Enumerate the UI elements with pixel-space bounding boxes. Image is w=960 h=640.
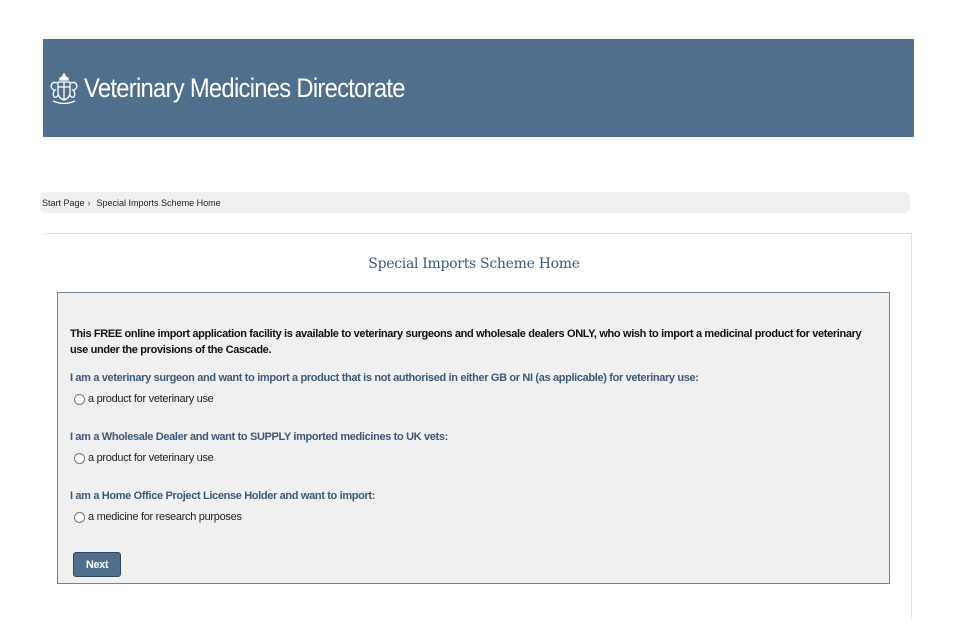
radio-wholesale-dealer-product[interactable]	[74, 453, 85, 464]
question-veterinary-surgeon: I am a veterinary surgeon and want to import a product that is not authorised in either GB or NI (as applicable) for veterinary use:	[70, 372, 699, 384]
page-title: Special Imports Scheme Home	[368, 256, 580, 272]
breadcrumb	[40, 192, 910, 213]
question-home-office-license: I am a Home Office Project License Holder and want to import:	[70, 490, 376, 502]
next-button[interactable]: Next	[73, 552, 121, 577]
radio-vet-surgeon-product[interactable]	[74, 394, 85, 405]
option-vet-surgeon-product[interactable]	[74, 393, 214, 405]
question-wholesale-dealer: I am a Wholesale Dealer and want to SUPPLY imported medicines to UK vets:	[70, 431, 448, 443]
royal-coat-of-arms-icon	[48, 68, 80, 108]
breadcrumb-start-page-link[interactable]: Start Page	[42, 197, 85, 208]
option-home-office-research[interactable]	[74, 511, 242, 523]
site-title: Veterinary Medicines Directorate	[84, 72, 405, 103]
option-label: a medicine for research purposes	[88, 511, 242, 523]
breadcrumb-current-page: Special Imports Scheme Home	[96, 197, 221, 208]
radio-home-office-research[interactable]	[74, 512, 85, 523]
import-type-form	[57, 292, 890, 584]
intro-text: This FREE online import application facility is available to veterinary surgeons and wholesale dealers ONLY, who wish to import a medicinal product for veterinary use under the provisions of the Cascade.	[70, 328, 862, 356]
option-wholesale-dealer-product[interactable]	[74, 452, 214, 464]
site-header	[43, 39, 914, 137]
option-label: a product for veterinary use	[88, 452, 214, 464]
option-label: a product for veterinary use	[88, 393, 214, 405]
breadcrumb-separator: ›	[87, 197, 91, 208]
